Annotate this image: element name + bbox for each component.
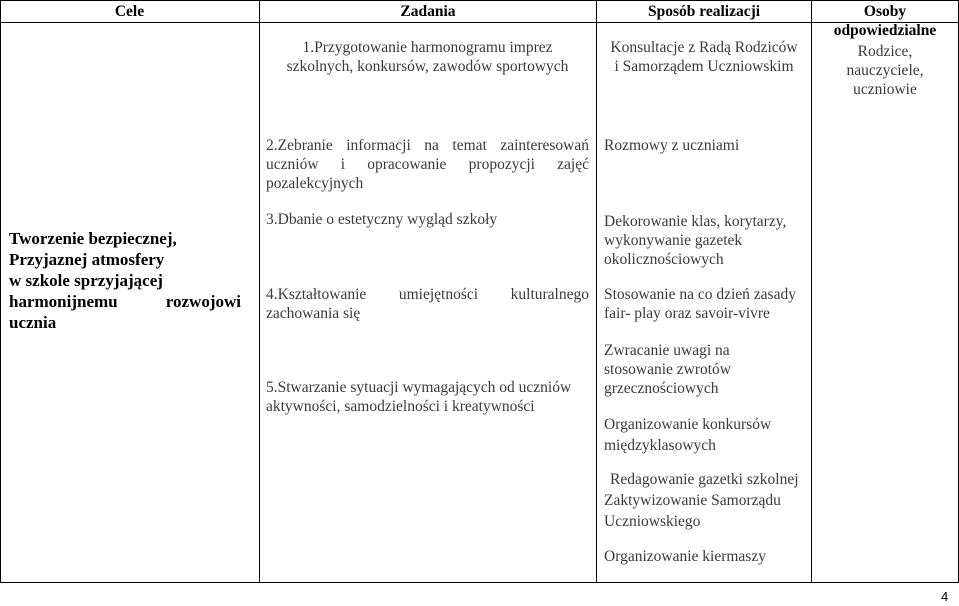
method-line: Zwracanie uwagi na [604,342,730,359]
method-line: Uczniowskiego [604,513,701,530]
responsible-line: Rodzice, [857,43,913,60]
goal-line: w szkole sprzyjającej [9,271,163,290]
task-line: 5.Stwarzanie sytuacji wymagających od uczniów [266,379,572,396]
goal-text [9,228,241,333]
method-7 [604,469,811,532]
method-line: Zaktywizowanie Samorządu [604,492,781,509]
method-line: Dekorowanie klas, korytarzy, [604,213,787,230]
method-line: wykonywanie gazetek [604,232,743,249]
task-line: pozalekcyjnych [266,175,364,192]
task-4 [266,285,589,323]
goal-line: harmonijnemu rozwojowi [9,292,241,311]
responsible-line: uczniowie [853,81,917,98]
table-border-top [0,0,959,1]
header-osoby-line2: odpowiedzialne [833,22,937,39]
task-line: aktywności, samodzielności i kreatywności [266,398,535,415]
goal-line: Przyjaznej atmosfery [9,250,165,269]
method-line: międzyklasowych [604,437,716,454]
header-cele: Cele [114,3,145,20]
task-line: szkolnych, konkursów, zawodów sportowych [286,58,569,75]
header-osoby [812,2,958,40]
task-line: uczniów i opracowanie propozycji zajęć [266,156,589,173]
column-divider [259,0,260,583]
table-border-bottom [0,582,959,583]
task-2 [266,136,589,193]
column-divider [596,0,597,583]
task-line: 4.Kształtowanie umiejętności kulturalnego [266,286,589,303]
method-line: Redagowanie gazetki szkolnej [610,471,799,488]
task-3: 3.Dbanie o estetyczny wygląd szkoły [266,211,498,228]
method-line: Konsultacje z Radą Rodziców [610,39,798,56]
method-4 [604,285,808,323]
method-line: stosowanie zwrotów [604,361,731,378]
method-3 [604,212,808,269]
method-5 [604,341,808,398]
method-line: okolicznościowych [604,251,724,268]
header-sposob-realizacji: Sposób realizacji [647,3,761,20]
table-border-left [0,0,1,583]
method-1 [597,38,811,76]
task-line: 2.Zebranie informacji na temat zainteresowań [266,137,589,154]
header-zadania: Zadania [400,3,456,20]
goal-line: ucznia [9,313,57,332]
responsible-line: nauczyciele, [846,62,924,79]
method-line: i Samorządem Uczniowskim [614,58,794,75]
method-8: Organizowanie kiermaszy [604,548,766,565]
method-6 [604,414,808,456]
method-line: grzecznościowych [604,380,719,397]
method-line: fair- play oraz savoir-vivre [604,305,770,322]
responsible-1 [812,42,958,99]
method-line: Stosowanie na co dzień zasady [604,286,796,303]
goal-line: Tworzenie bezpiecznej, [9,229,177,248]
page-number: 4 [941,589,949,604]
task-1 [266,38,589,76]
task-line: 1.Przygotowanie harmonogramu imprez [302,39,553,56]
method-2: Rozmowy z uczniami [604,137,740,154]
method-line: Organizowanie konkursów [604,416,772,433]
task-line: zachowania się [266,305,361,322]
task-5 [266,378,589,416]
header-osoby-line1: Osoby [863,3,907,20]
